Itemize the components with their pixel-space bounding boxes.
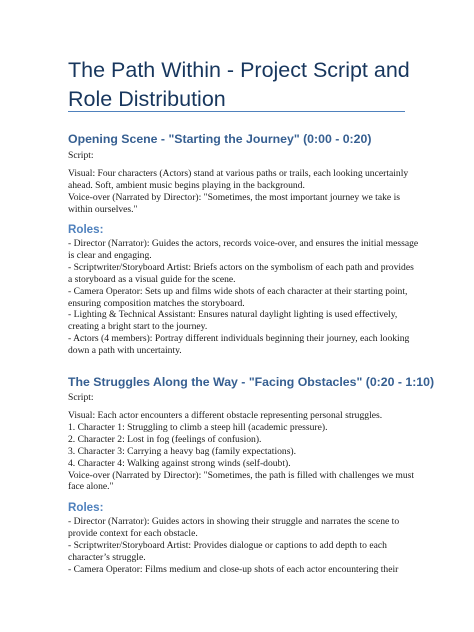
text-line: Visual: Each actor encounters a different obstacle representing personal struggles. (68, 410, 383, 421)
text-line: Voice-over (Narrated by Director): "Sometimes, the most important journey we take is (68, 191, 400, 203)
text-line: - Camera Operator: Sets up and films wide shots of each character at their starting point, (68, 285, 408, 297)
script-label: Script: (68, 150, 94, 161)
text-line: Visual: Four characters (Actors) stand at various paths or trails, each looking uncertainly (68, 168, 409, 179)
text-line: - Actors (4 members): Portray different individuals beginning their journey, each looking (68, 333, 410, 345)
text-line: creating a bright start to the journey. (68, 321, 208, 333)
text-line: - Director (Narrator): Guides the actors, records voice-over, and ensures the initial message (68, 238, 419, 249)
text-line: 4. Character 4: Walking against strong winds (self-doubt). (68, 457, 291, 469)
text-line: - Director (Narrator): Guides actors in showing their struggle and narrates the scene to (68, 516, 400, 527)
document-title (68, 56, 408, 114)
text-line: - Scriptwriter/Storyboard Artist: Briefs actors on the symbolism of each path and provides (68, 261, 414, 273)
text-line: character’s struggle. (68, 551, 146, 563)
roles-list (68, 238, 419, 357)
text-line: provide context for each obstacle. (68, 527, 198, 539)
text-line: face alone." (68, 481, 114, 493)
text-line: 3. Character 3: Carrying a heavy bag (family expectations). (68, 445, 297, 457)
title-line: The Path Within - Project Script and (68, 58, 410, 82)
text-line: - Scriptwriter/Storyboard Artist: Provides dialogue or captions to add depth to each (68, 539, 387, 551)
roles-heading: Roles: (68, 223, 104, 236)
section-visual-text (68, 410, 415, 493)
text-line: ahead. Soft, ambient music begins playing in the background. (68, 179, 305, 191)
text-line: down a path with uncertainty. (68, 345, 182, 357)
title-line: Role Distribution (68, 87, 226, 111)
text-line: is clear and engaging. (68, 249, 152, 261)
text-line: 2. Character 2: Lost in fog (feelings of confusion). (68, 433, 262, 445)
text-line: within ourselves." (68, 203, 138, 215)
text-line: a storyboard as a visual guide for the scene. (68, 273, 236, 285)
text-line: - Lighting & Technical Assistant: Ensures natural daylight lighting is used effectively, (68, 309, 398, 321)
section-visual-text (68, 168, 408, 216)
title-underline (68, 111, 405, 112)
text-line: 1. Character 1: Struggling to climb a steep hill (academic pressure). (68, 421, 328, 433)
section-heading-opening-scene: Opening Scene - "Starting the Journey" (0:00 - 0:20) (68, 132, 372, 146)
roles-list (68, 516, 408, 576)
text-line: Voice-over (Narrated by Director): "Sometimes, the path is filled with challenges we must (68, 469, 415, 481)
roles-heading: Roles: (68, 501, 104, 514)
section-heading-struggles: The Struggles Along the Way - "Facing Obstacles" (0:20 - 1:10) (68, 375, 435, 389)
script-label: Script: (68, 392, 94, 403)
text-line: ensuring composition matches the storyboard. (68, 297, 245, 309)
text-line: - Camera Operator: Films medium and close-up shots of each actor encountering their (68, 563, 399, 575)
